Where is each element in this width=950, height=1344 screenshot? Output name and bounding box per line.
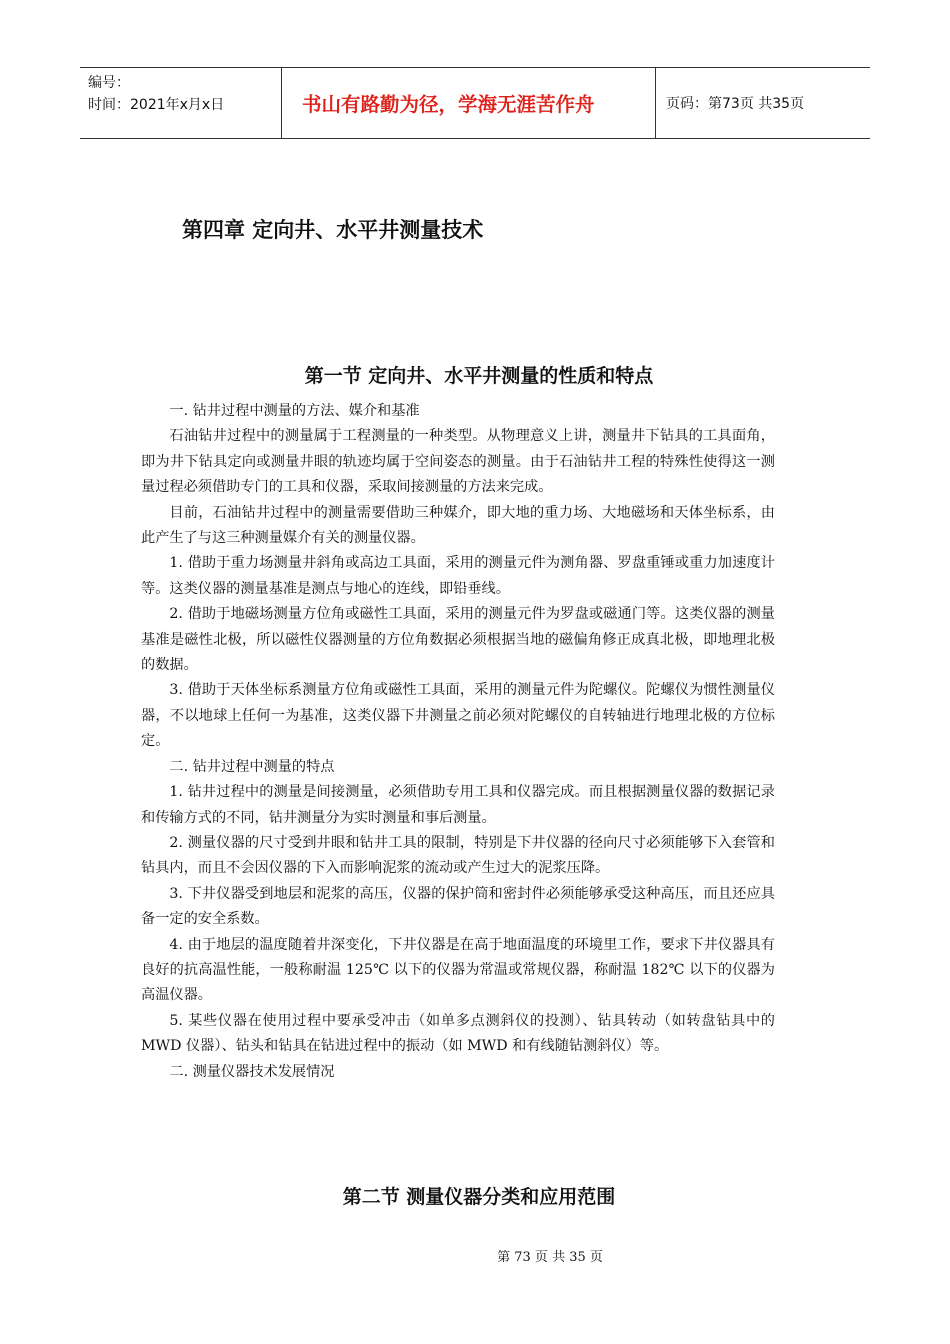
paragraph: 目前，石油钻井过程中的测量需要借助三种媒介，即大地的重力场、大地磁场和天体坐标系，由此产生了与这三种测量媒介有关的测量仪器。 [141,504,775,547]
header-motto: 书山有路勤为径，学海无涯苦作舟 [282,68,656,138]
chapter-title: 第四章 定向井、水平井测量技术 [182,218,484,242]
paragraph: 3. 借助于天体坐标系测量方位角或磁性工具面，采用的测量元件为陀螺仪。陀螺仪为惯性测量仪器，不以地球上任何一为基准，这类仪器下井测量之前必须对陀螺仪的自转轴进行地理北极的方位标定。 [141,682,775,750]
paragraph: 5. 某些仪器在使用过程中要承受冲击（如单多点测斜仪的投测）、钻具转动（如转盘钻具中的 MWD 仪器）、钻头和钻具在钻进过程中的振动（如 MWD 和有线随钻测斜仪）等。 [141,1012,775,1055]
paragraph: 3. 下井仪器受到地层和泥浆的高压，仪器的保护筒和密封件必须能够承受这种高压，而且还应具备一定的安全系数。 [141,885,775,928]
page-footer: 第 73 页 共 35 页 [497,1250,603,1265]
paragraph: 4. 由于地层的温度随着井深变化，下井仪器是在高于地面温度的环境里工作，要求下井仪器具有良好的抗高温性能，一般称耐温 125℃ 以下的仪器为常温或常规仪器，称耐温 182℃ 以下的仪器为高温仪器。 [141,936,775,1004]
time-label: 时间：2021年x月x日 [88,97,225,113]
paragraph: 2. 借助于地磁场测量方位角或磁性工具面，采用的测量元件为罗盘或磁通门等。这类仪器的测量基准是磁性北极，所以磁性仪器测量的方位角数据必须根据当地的磁偏角修正成真北极，即地理北极的数据。 [141,606,775,674]
paragraph: 一. 钻井过程中测量的方法、媒介和基准 [169,403,420,419]
section-body [141,399,775,1085]
header-meta [80,68,282,138]
section-title-2: 第二节 测量仪器分类和应用范围 [342,1186,616,1208]
number-label: 编号： [88,75,130,91]
paragraph: 1. 钻井过程中的测量是间接测量，必须借助专用工具和仪器完成。而且根据测量仪器的数据记录和传输方式的不同，钻井测量分为实时测量和事后测量。 [141,784,775,826]
paragraph: 二. 测量仪器技术发展情况 [169,1063,335,1080]
paragraph: 1. 借助于重力场测量井斜角或高边工具面，采用的测量元件为测角器、罗盘重锤或重力加速度计等。这类仪器的测量基准是测点与地心的连线，即铅垂线。 [141,555,775,597]
page-header [80,67,870,139]
section-title: 第一节 定向井、水平井测量的性质和特点 [304,365,654,387]
paragraph: 石油钻井过程中的测量属于工程测量的一种类型。从物理意义上讲，测量井下钻具的工具面角，即为井下钻具定向或测量井眼的轨迹均属于空间姿态的测量。由于石油钻井工程的特殊性使得这一测量过程必须借助专门的工具和仪器，采取间接测量的方法来完成。 [141,428,775,496]
header-page-info: 页码：第73页 共35页 [666,96,805,112]
paragraph: 二. 钻井过程中测量的特点 [169,758,335,775]
paragraph: 2. 测量仪器的尺寸受到井眼和钻井工具的限制，特别是下井仪器的径向尺寸必须能够下入套管和钻具内，而且不会因仪器的下入而影响泥浆的流动或产生过大的泥浆压降。 [141,834,775,877]
